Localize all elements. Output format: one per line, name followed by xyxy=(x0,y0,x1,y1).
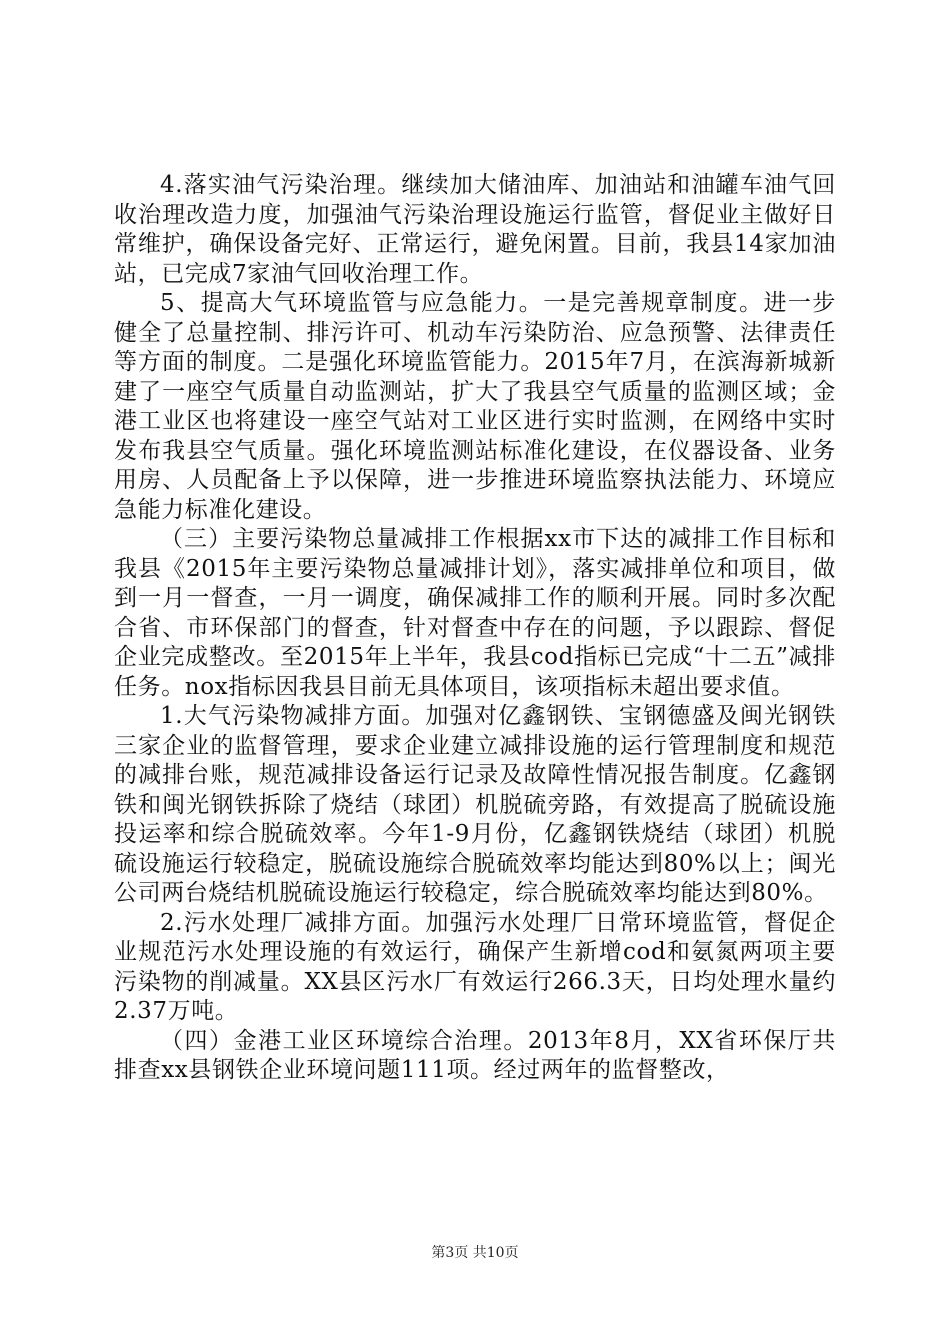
paragraph-industrial-zone: （四）金港工业区环境综合治理。2013年8月，XX省环保厅共排查xx县钢铁企业环境问题111项。经过两年的监督整改， xyxy=(114,1027,836,1083)
page-number: 第3页 共10页 xyxy=(431,1245,519,1261)
document-body xyxy=(114,171,836,1086)
paragraph-sewage-plant-reduction: 2.污水处理厂减排方面。加强污水处理厂日常环境监管，督促企业规范污水处理设施的有效运行，确保产生新增cod和氨氮两项主要污染物的削减量。XX县区污水厂有效运行266.3天，日均处理水量约2.37万吨。 xyxy=(114,909,836,1024)
paragraph-air-pollutant-reduction: 1.大气污染物减排方面。加强对亿鑫钢铁、宝钢德盛及闽光钢铁三家企业的监督管理，要求企业建立减排设施的运行管理制度和规范的减排台账，规范减排设备运行记录及故障性情况报告制度。亿鑫钢铁和闽光钢铁拆除了烧结（球团）机脱硫旁路，有效提高了脱硫设施投运率和综合脱硫效率。今年1-9月份，亿鑫钢铁烧结（球团）机脱硫设施运行较稳定，脱硫设施综合脱硫效率均能达到80%以上；闽光公司两台烧结机脱硫设施运行较稳定，综合脱硫效率均能达到80%。 xyxy=(114,703,836,906)
paragraph-emission-reduction: （三）主要污染物总量减排工作根据xx市下达的减排工作目标和我县《2015年主要污染物总量减排计划》，落实减排单位和项目，做到一月一督查，一月一调度，确保减排工作的顺利开展。同时多次配合省、市环保部门的督查，针对督查中存在的问题，予以跟踪、督促企业完成整改。至2015年上半年，我县cod指标已完成“十二五”减排任务。nox指标因我县目前无具体项目，该项指标未超出要求值。 xyxy=(114,526,836,700)
paragraph-air-monitoring: 5、提高大气环境监管与应急能力。一是完善规章制度。进一步健全了总量控制、排污许可、机动车污染防治、应急预警、法律责任等方面的制度。二是强化环境监管能力。2015年7月，在滨海新城新建了一座空气质量自动监测站，扩大了我县空气质量的监测区域；金港工业区也将建设一座空气站对工业区进行实时监测，在网络中实时发布我县空气质量。强化环境监测站标准化建设，在仪器设备、业务用房、人员配备上予以保障，进一步推进环境监察执法能力、环境应急能力标准化建设。 xyxy=(114,290,836,523)
paragraph-oil-gas-pollution: 4.落实油气污染治理。继续加大储油库、加油站和油罐车油气回收治理改造力度，加强油气污染治理设施运行监管，督促业主做好日常维护，确保设备完好、正常运行，避免闲置。目前，我县14家加油站，已完成7家油气回收治理工作。 xyxy=(114,172,836,287)
